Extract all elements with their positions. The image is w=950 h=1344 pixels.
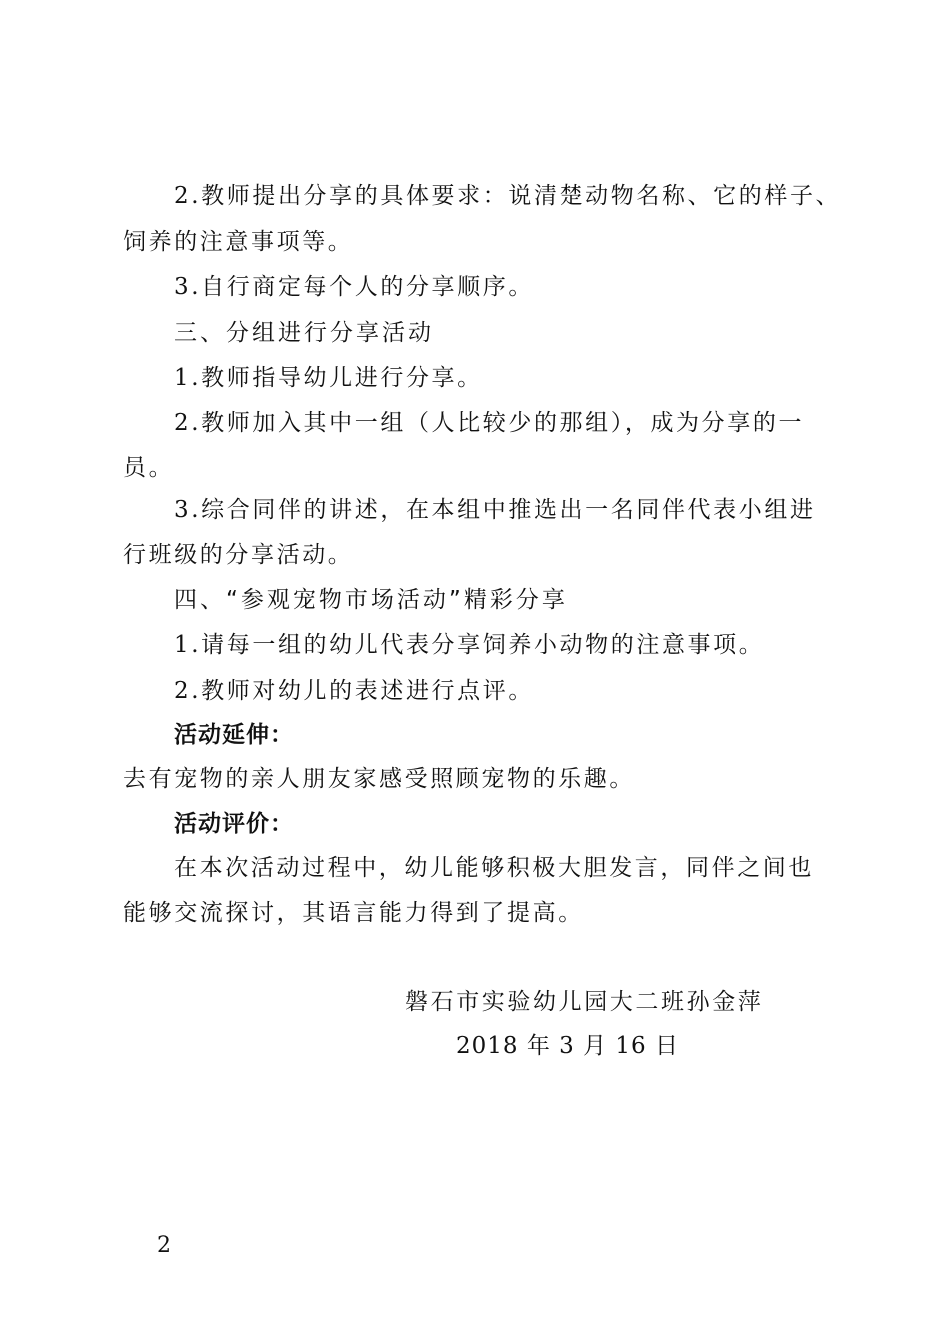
paragraph-item3: 3.自行商定每个人的分享顺序。: [174, 274, 534, 300]
signature-date: 2018 年 3 月 16 日: [456, 1033, 679, 1059]
evaluation-text-line1: 在本次活动过程中，幼儿能够积极大胆发言，同伴之间也: [174, 855, 814, 881]
section-three-item3-line1: 3.综合同伴的讲述，在本组中推选出一名同伴代表小组进: [174, 497, 816, 523]
section-three-item3-line2: 行班级的分享活动。: [123, 542, 354, 568]
section-four-heading: 四、“参观宠物市场活动”精彩分享: [174, 587, 568, 613]
section-three-item1: 1.教师指导幼儿进行分享。: [174, 365, 483, 391]
section-four-item2: 2.教师对幼儿的表述进行点评。: [174, 678, 534, 704]
section-three-item2-line1: 2.教师加入其中一组（人比较少的那组），成为分享的一: [174, 410, 805, 436]
extension-heading: 活动延伸：: [174, 722, 294, 748]
signature-author: 磐石市实验幼儿园大二班孙金萍: [405, 989, 764, 1015]
section-three-heading: 三、分组进行分享活动: [174, 320, 434, 346]
section-four-item1: 1.请每一组的幼儿代表分享饲养小动物的注意事项。: [174, 632, 765, 658]
paragraph-item2-line1: 2.教师提出分享的具体要求：说清楚动物名称、它的样子、: [174, 183, 842, 209]
extension-text: 去有宠物的亲人朋友家感受照顾宠物的乐趣。: [123, 766, 635, 792]
paragraph-item2-line2: 饲养的注意事项等。: [123, 229, 354, 255]
page-number: 2: [157, 1233, 171, 1258]
evaluation-heading: 活动评价：: [174, 811, 294, 837]
section-three-item2-line2: 员。: [123, 455, 175, 481]
evaluation-text-line2: 能够交流探讨，其语言能力得到了提高。: [123, 900, 584, 926]
